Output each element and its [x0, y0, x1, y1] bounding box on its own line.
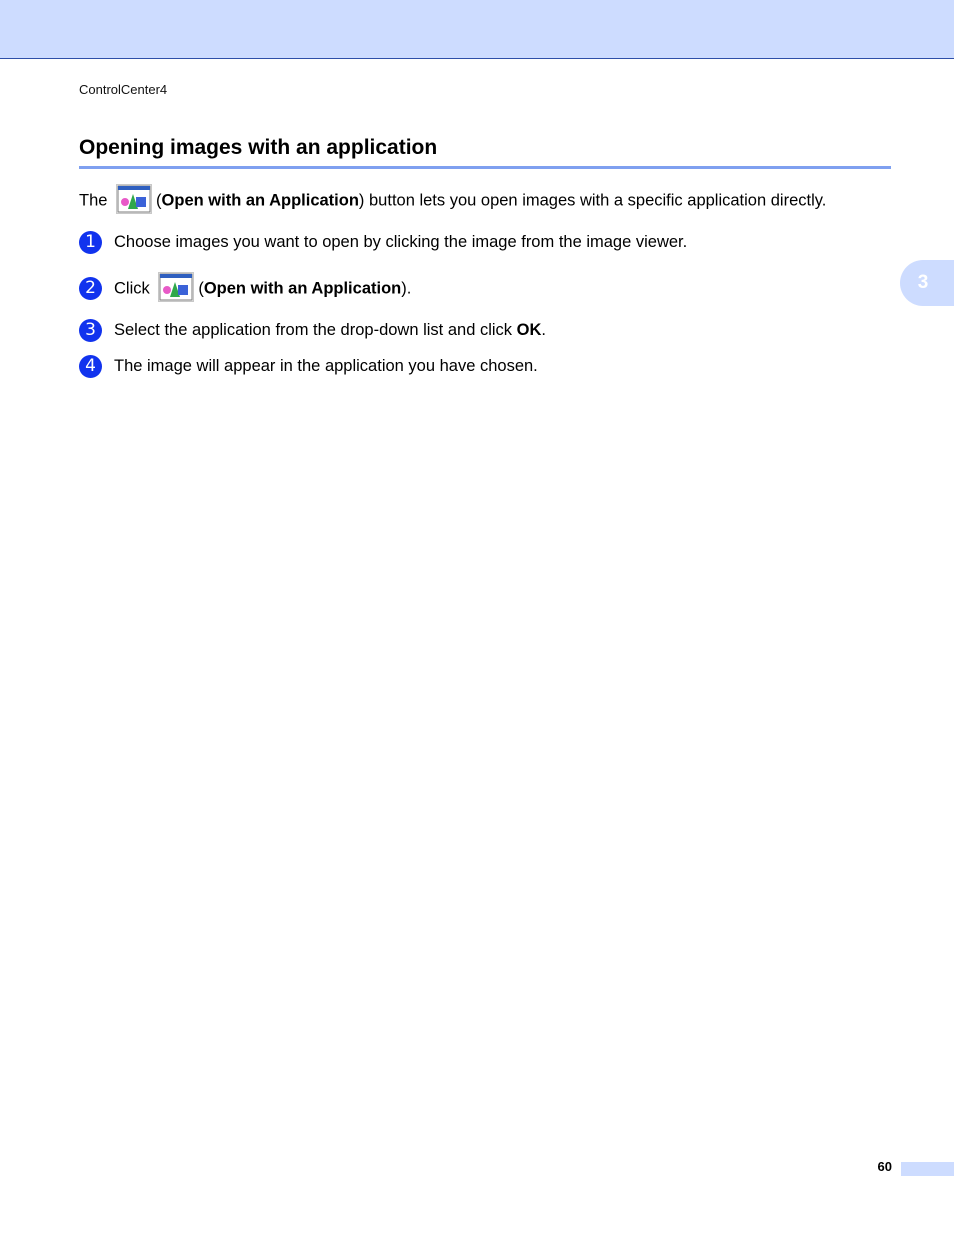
step-4 [79, 352, 899, 380]
open-with-application-icon [158, 272, 194, 302]
intro-button-name: Open with an Application [161, 191, 359, 210]
step-suffix: ). [401, 279, 412, 298]
step-number-badge: 4 [79, 355, 102, 378]
step-number-badge: 1 [79, 231, 102, 254]
step-2 [79, 274, 899, 302]
intro-paragraph: The (Open with an Application) button lets you open images with a specific application directly. [79, 186, 879, 216]
intro-rest: ) button lets you open images with a specific application directly. [358, 191, 827, 210]
title-rule [79, 166, 891, 169]
step-1 [79, 228, 899, 256]
step-bold: OK [516, 321, 542, 339]
step-body: Select the application from the drop-down list and click [114, 321, 517, 339]
section-title: Opening images with an application [79, 136, 438, 159]
chapter-number: 3 [917, 272, 929, 293]
open-with-application-icon [116, 184, 152, 214]
step-number-badge: 2 [79, 277, 102, 300]
step-text: Click (Open with an Application). [114, 274, 411, 304]
page-footer-bar [901, 1162, 954, 1176]
step-number-badge: 3 [79, 319, 102, 342]
step-suffix: . [541, 321, 546, 339]
step-prefix: Click [114, 279, 150, 298]
page-number: 60 [877, 1159, 892, 1174]
step-3 [79, 316, 899, 344]
running-head: ControlCenter4 [79, 82, 168, 97]
intro-lead: The [79, 191, 108, 210]
step-text [114, 316, 546, 344]
top-header-band [0, 0, 954, 59]
chapter-tab[interactable] [900, 260, 954, 306]
step-text: Choose images you want to open by clicking the image from the image viewer. [114, 233, 688, 251]
step-button-name: Open with an Application [203, 279, 402, 298]
step-text: The image will appear in the application you have chosen. [114, 357, 538, 375]
